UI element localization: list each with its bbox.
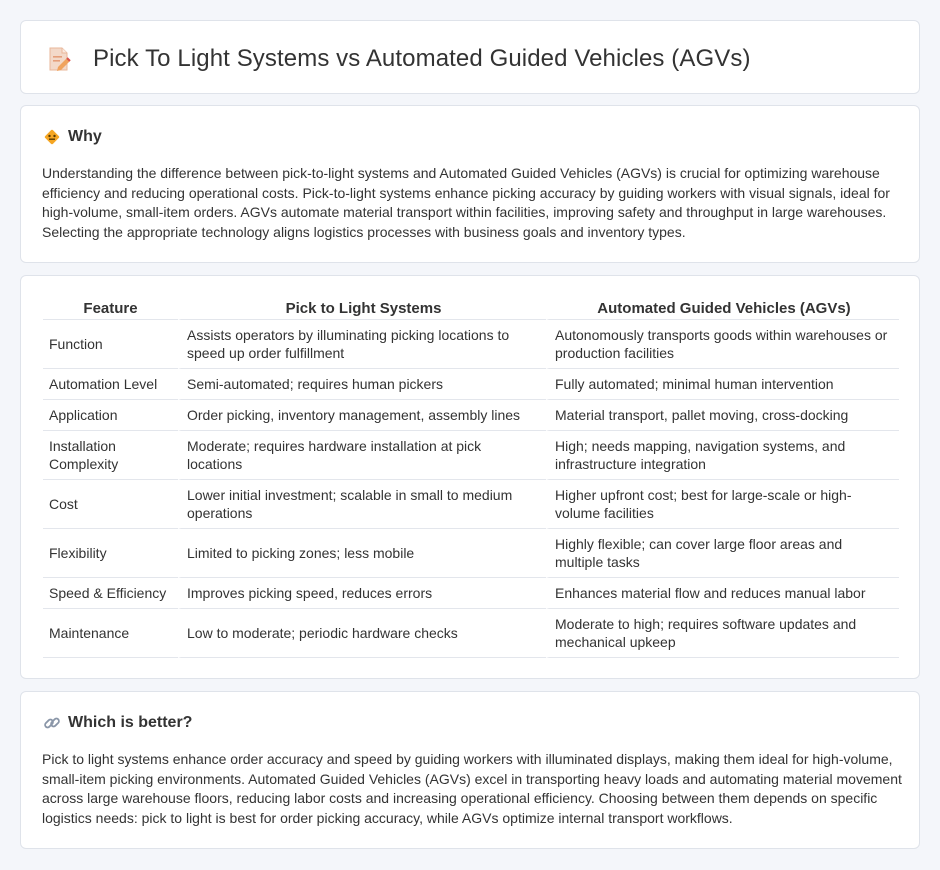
- table-header-row: [43, 298, 899, 320]
- agv-cell: Fully automated; minimal human intervention: [546, 369, 899, 400]
- better-text: Pick to light systems enhance order accuracy and speed by guiding workers with illuminated displays, making them ideal for high-volume, small-item picking environments. Automated Guided Vehicles (AGVs) excel in transporting heavy loads and automating material movement across large warehouse floors, reducing labor costs and increasing operational efficiency. Choosing between them depends on specific logistics needs: pick to light is best for order picking accuracy, while AGVs optimize internal transport workflows.: [42, 751, 902, 826]
- why-section: [20, 105, 920, 263]
- agv-cell: High; needs mapping, navigation systems, and infrastructure integration: [546, 431, 899, 480]
- pick-to-light-cell: Assists operators by illuminating picking locations to speed up order fulfillment: [178, 320, 546, 369]
- pick-to-light-cell: Moderate; requires hardware installation at pick locations: [178, 431, 546, 480]
- title-row: [47, 45, 751, 73]
- pick-to-light-cell: Improves picking speed, reduces errors: [178, 578, 546, 609]
- feature-cell: Maintenance: [43, 609, 178, 658]
- table-row: [43, 480, 899, 529]
- comparison-card: [20, 275, 920, 679]
- feature-cell: Function: [43, 320, 178, 369]
- feature-cell: Speed & Efficiency: [43, 578, 178, 609]
- feature-cell: Installation Complexity: [43, 431, 178, 480]
- feature-cell: Automation Level: [43, 369, 178, 400]
- pick-to-light-cell: Lower initial investment; scalable in small to medium operations: [178, 480, 546, 529]
- warning-sign-icon: [43, 128, 61, 146]
- pick-to-light-cell: Low to moderate; periodic hardware checks: [178, 609, 546, 658]
- comparison-table: [43, 298, 899, 658]
- table-row: [43, 431, 899, 480]
- why-heading: Why: [68, 128, 102, 145]
- pick-to-light-cell: Order picking, inventory management, assembly lines: [178, 400, 546, 431]
- title-card: [20, 20, 920, 94]
- table-row: [43, 529, 899, 578]
- agv-cell: Moderate to high; requires software updates and mechanical upkeep: [546, 609, 899, 658]
- page-title: Pick To Light Systems vs Automated Guided Vehicles (AGVs): [93, 45, 751, 72]
- table-row: [43, 400, 899, 431]
- why-text: Understanding the difference between pick-to-light systems and Automated Guided Vehicles (AGVs) is crucial for optimizing warehouse efficiency and reducing operational costs. Pick-to-light systems enhance picking accuracy by guiding workers with visual signals, ideal for high-volume, small-item orders. AGVs automate material transport within facilities, improving safety and throughput in large warehouses. Selecting the appropriate technology aligns logistics processes with business goals and inventory types.: [42, 165, 890, 240]
- better-heading: Which is better?: [68, 714, 193, 731]
- better-heading-row: [43, 714, 192, 732]
- table-row: [43, 369, 899, 400]
- column-header-feature: Feature: [43, 298, 178, 320]
- agv-cell: Material transport, pallet moving, cross-docking: [546, 400, 899, 431]
- column-header-agvs: Automated Guided Vehicles (AGVs): [546, 298, 899, 320]
- pick-to-light-cell: Limited to picking zones; less mobile: [178, 529, 546, 578]
- agv-cell: Enhances material flow and reduces manual labor: [546, 578, 899, 609]
- why-heading-row: [43, 128, 102, 146]
- feature-cell: Application: [43, 400, 178, 431]
- link-icon: [43, 714, 61, 732]
- feature-cell: Flexibility: [43, 529, 178, 578]
- agv-cell: Highly flexible; can cover large floor areas and multiple tasks: [546, 529, 899, 578]
- agv-cell: Autonomously transports goods within warehouses or production facilities: [546, 320, 899, 369]
- agv-cell: Higher upfront cost; best for large-scale or high-volume facilities: [546, 480, 899, 529]
- feature-cell: Cost: [43, 480, 178, 529]
- column-header-pick-to-light: Pick to Light Systems: [178, 298, 546, 320]
- document-edit-icon: [47, 46, 71, 72]
- table-row: [43, 578, 899, 609]
- pick-to-light-cell: Semi-automated; requires human pickers: [178, 369, 546, 400]
- which-is-better-section: [20, 691, 920, 849]
- table-row: [43, 609, 899, 658]
- table-row: [43, 320, 899, 369]
